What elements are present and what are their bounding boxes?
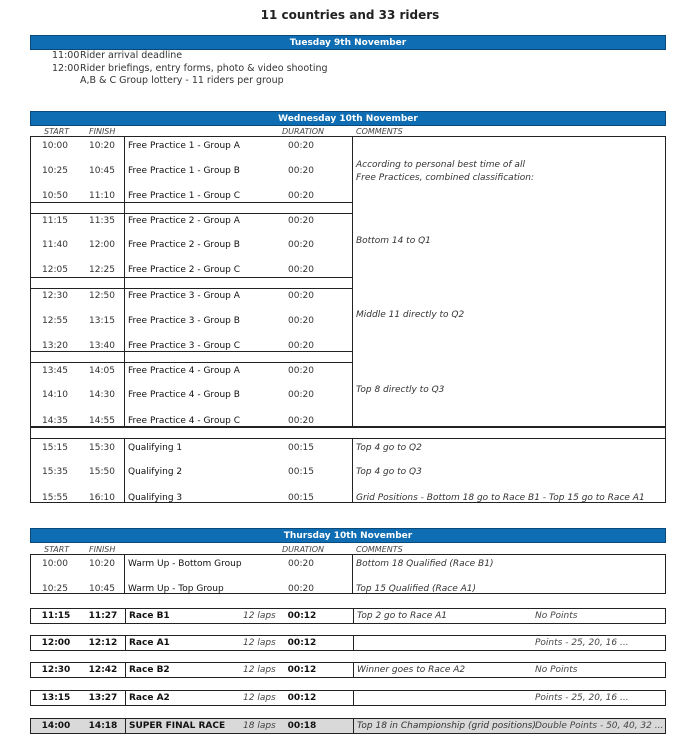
duration: 00:15: [288, 493, 314, 503]
start-time: 13:45: [42, 366, 68, 376]
duration: 00:20: [288, 216, 314, 226]
start-time: 12:30: [41, 665, 71, 675]
points: Double Points - 50, 40, 32 ...: [535, 721, 664, 731]
laps: 12 laps: [243, 665, 276, 675]
start-time: 15:15: [42, 443, 68, 453]
finish-time: 11:10: [89, 191, 115, 201]
session-name: Free Practice 4 - Group C: [128, 416, 241, 426]
session-name: Free Practice 2 - Group A: [128, 216, 240, 226]
duration: 00:20: [288, 416, 314, 426]
practice-comment-2: Bottom 14 to Q1: [356, 236, 431, 246]
duration: 00:20: [288, 316, 314, 326]
session-name: Qualifying 2: [128, 467, 183, 477]
duration: 00:20: [288, 291, 314, 301]
finish-time: 11:35: [89, 216, 115, 226]
comment: Top 18 in Championship (grid positions): [357, 721, 536, 731]
thursday-header: Thursday 10th November: [30, 528, 666, 543]
duration: 00:20: [288, 166, 314, 176]
start-time: 14:00: [41, 721, 71, 731]
session-name: Warm Up - Top Group: [128, 584, 224, 594]
duration: 00:15: [288, 443, 314, 453]
laps: 18 laps: [243, 721, 276, 731]
session-name: Free Practice 2 - Group B: [128, 240, 240, 250]
wednesday-header: Wednesday 10th November: [30, 111, 666, 126]
start-time: 10:00: [42, 559, 68, 569]
start-time: 12:00: [41, 638, 71, 648]
practice-comment-1a: According to personal best time of all: [356, 160, 525, 170]
tuesday-item-text: Rider arrival deadline: [80, 50, 183, 61]
laps: 12 laps: [243, 693, 276, 703]
start-time: 10:00: [42, 141, 68, 151]
session-name: Free Practice 3 - Group A: [128, 291, 240, 301]
start-time: 10:25: [42, 584, 68, 594]
duration: 00:20: [288, 390, 314, 400]
start-time: 13:20: [42, 341, 68, 351]
comment: Top 2 go to Race A1: [357, 611, 448, 621]
tuesday-item: [52, 50, 182, 61]
finish-time: 12:00: [89, 240, 115, 250]
start-time: 12:30: [42, 291, 68, 301]
comment: Top 4 go to Q2: [356, 443, 422, 453]
col-duration: DURATION: [282, 127, 324, 136]
tuesday-item: [52, 75, 284, 86]
duration: 00:20: [288, 341, 314, 351]
tuesday-header: Tuesday 9th November: [30, 35, 666, 50]
finish-time: 15:30: [89, 443, 115, 453]
points: No Points: [535, 611, 578, 621]
finish-time: 10:45: [89, 166, 115, 176]
tuesday-item-text: Rider briefings, entry forms, photo & video shooting: [80, 63, 328, 74]
duration: 00:18: [287, 721, 317, 731]
session-name: Free Practice 4 - Group B: [128, 390, 240, 400]
start-time: 14:35: [42, 416, 68, 426]
race-name: Race B2: [129, 665, 170, 675]
finish-time: 15:50: [89, 467, 115, 477]
duration: 00:15: [288, 467, 314, 477]
practice-comment-3: Middle 11 directly to Q2: [356, 310, 465, 320]
finish-time: 14:30: [89, 390, 115, 400]
session-name: Free Practice 1 - Group A: [128, 141, 240, 151]
finish-time: 14:55: [89, 416, 115, 426]
session-name: Free Practice 2 - Group C: [128, 265, 241, 275]
finish-time: 13:15: [89, 316, 115, 326]
finish-time: 13:27: [88, 693, 118, 703]
laps: 12 laps: [243, 611, 276, 621]
points: No Points: [535, 665, 578, 675]
duration: 00:20: [288, 559, 314, 569]
col-comments: COMMENTS: [356, 127, 403, 136]
session-name: Free Practice 3 - Group C: [128, 341, 241, 351]
comment: Bottom 18 Qualified (Race B1): [356, 559, 494, 569]
comment: Top 4 go to Q3: [356, 467, 422, 477]
points: Points - 25, 20, 16 ...: [535, 638, 629, 648]
finish-time: 14:05: [89, 366, 115, 376]
duration: 00:12: [287, 611, 317, 621]
finish-time: 12:25: [89, 265, 115, 275]
finish-time: 12:12: [88, 638, 118, 648]
start-time: 11:15: [42, 216, 68, 226]
session-name: Free Practice 4 - Group A: [128, 366, 240, 376]
start-time: 10:25: [42, 166, 68, 176]
finish-time: 11:27: [88, 611, 118, 621]
race-name: Race B1: [129, 611, 170, 621]
tuesday-item-time: 11:00: [52, 50, 80, 61]
practice-comment-1b: Free Practices, combined classification:: [356, 173, 534, 183]
finish-time: 10:45: [89, 584, 115, 594]
duration: 00:20: [288, 191, 314, 201]
session-name: Qualifying 1: [128, 443, 183, 453]
duration: 00:12: [287, 638, 317, 648]
finish-time: 14:18: [88, 721, 118, 731]
practice-comment-4: Top 8 directly to Q3: [356, 385, 445, 395]
comment: Grid Positions - Bottom 18 go to Race B1 - Top 15 go to Race A1: [356, 493, 645, 503]
finish-time: 12:50: [89, 291, 115, 301]
duration: 00:20: [288, 240, 314, 250]
race-name: Race A2: [129, 693, 170, 703]
session-name: Warm Up - Bottom Group: [128, 559, 242, 569]
start-time: 15:35: [42, 467, 68, 477]
session-name: Qualifying 3: [128, 493, 183, 503]
page-title: 11 countries and 33 riders: [260, 8, 440, 22]
start-time: 13:15: [41, 693, 71, 703]
start-time: 12:05: [42, 265, 68, 275]
start-time: 15:55: [42, 493, 68, 503]
col-comments: COMMENTS: [356, 545, 403, 554]
duration: 00:12: [287, 665, 317, 675]
tuesday-item-time: 12:00: [52, 63, 80, 74]
col-finish: FINISH: [89, 127, 116, 136]
duration: 00:12: [287, 693, 317, 703]
finish-time: 10:20: [89, 559, 115, 569]
race-row: [30, 635, 666, 651]
finish-time: 16:10: [89, 493, 115, 503]
col-start: START: [44, 545, 70, 554]
race-name: SUPER FINAL RACE: [129, 721, 226, 731]
col-duration: DURATION: [282, 545, 324, 554]
comment: Winner goes to Race A2: [357, 665, 466, 675]
start-time: 11:15: [41, 611, 71, 621]
duration: 00:20: [288, 141, 314, 151]
comment: Top 15 Qualified (Race A1): [356, 584, 477, 594]
col-finish: FINISH: [89, 545, 116, 554]
duration: 00:20: [288, 584, 314, 594]
duration: 00:20: [288, 265, 314, 275]
session-name: Free Practice 1 - Group B: [128, 166, 240, 176]
tuesday-item-text: A,B & C Group lottery - 11 riders per group: [80, 75, 284, 86]
start-time: 10:50: [42, 191, 68, 201]
tuesday-item: [52, 63, 328, 74]
finish-time: 10:20: [89, 141, 115, 151]
start-time: 11:40: [42, 240, 68, 250]
race-row: [30, 608, 666, 624]
race-name: Race A1: [129, 638, 170, 648]
finish-time: 13:40: [89, 341, 115, 351]
finish-time: 12:42: [88, 665, 118, 675]
race-row: [30, 690, 666, 706]
start-time: 12:55: [42, 316, 68, 326]
super-final-row: [30, 718, 666, 734]
start-time: 14:10: [42, 390, 68, 400]
race-row: [30, 662, 666, 678]
points: Points - 25, 20, 16 ...: [535, 693, 629, 703]
col-start: START: [44, 127, 70, 136]
session-name: Free Practice 1 - Group C: [128, 191, 241, 201]
session-name: Free Practice 3 - Group B: [128, 316, 240, 326]
laps: 12 laps: [243, 638, 276, 648]
duration: 00:20: [288, 366, 314, 376]
